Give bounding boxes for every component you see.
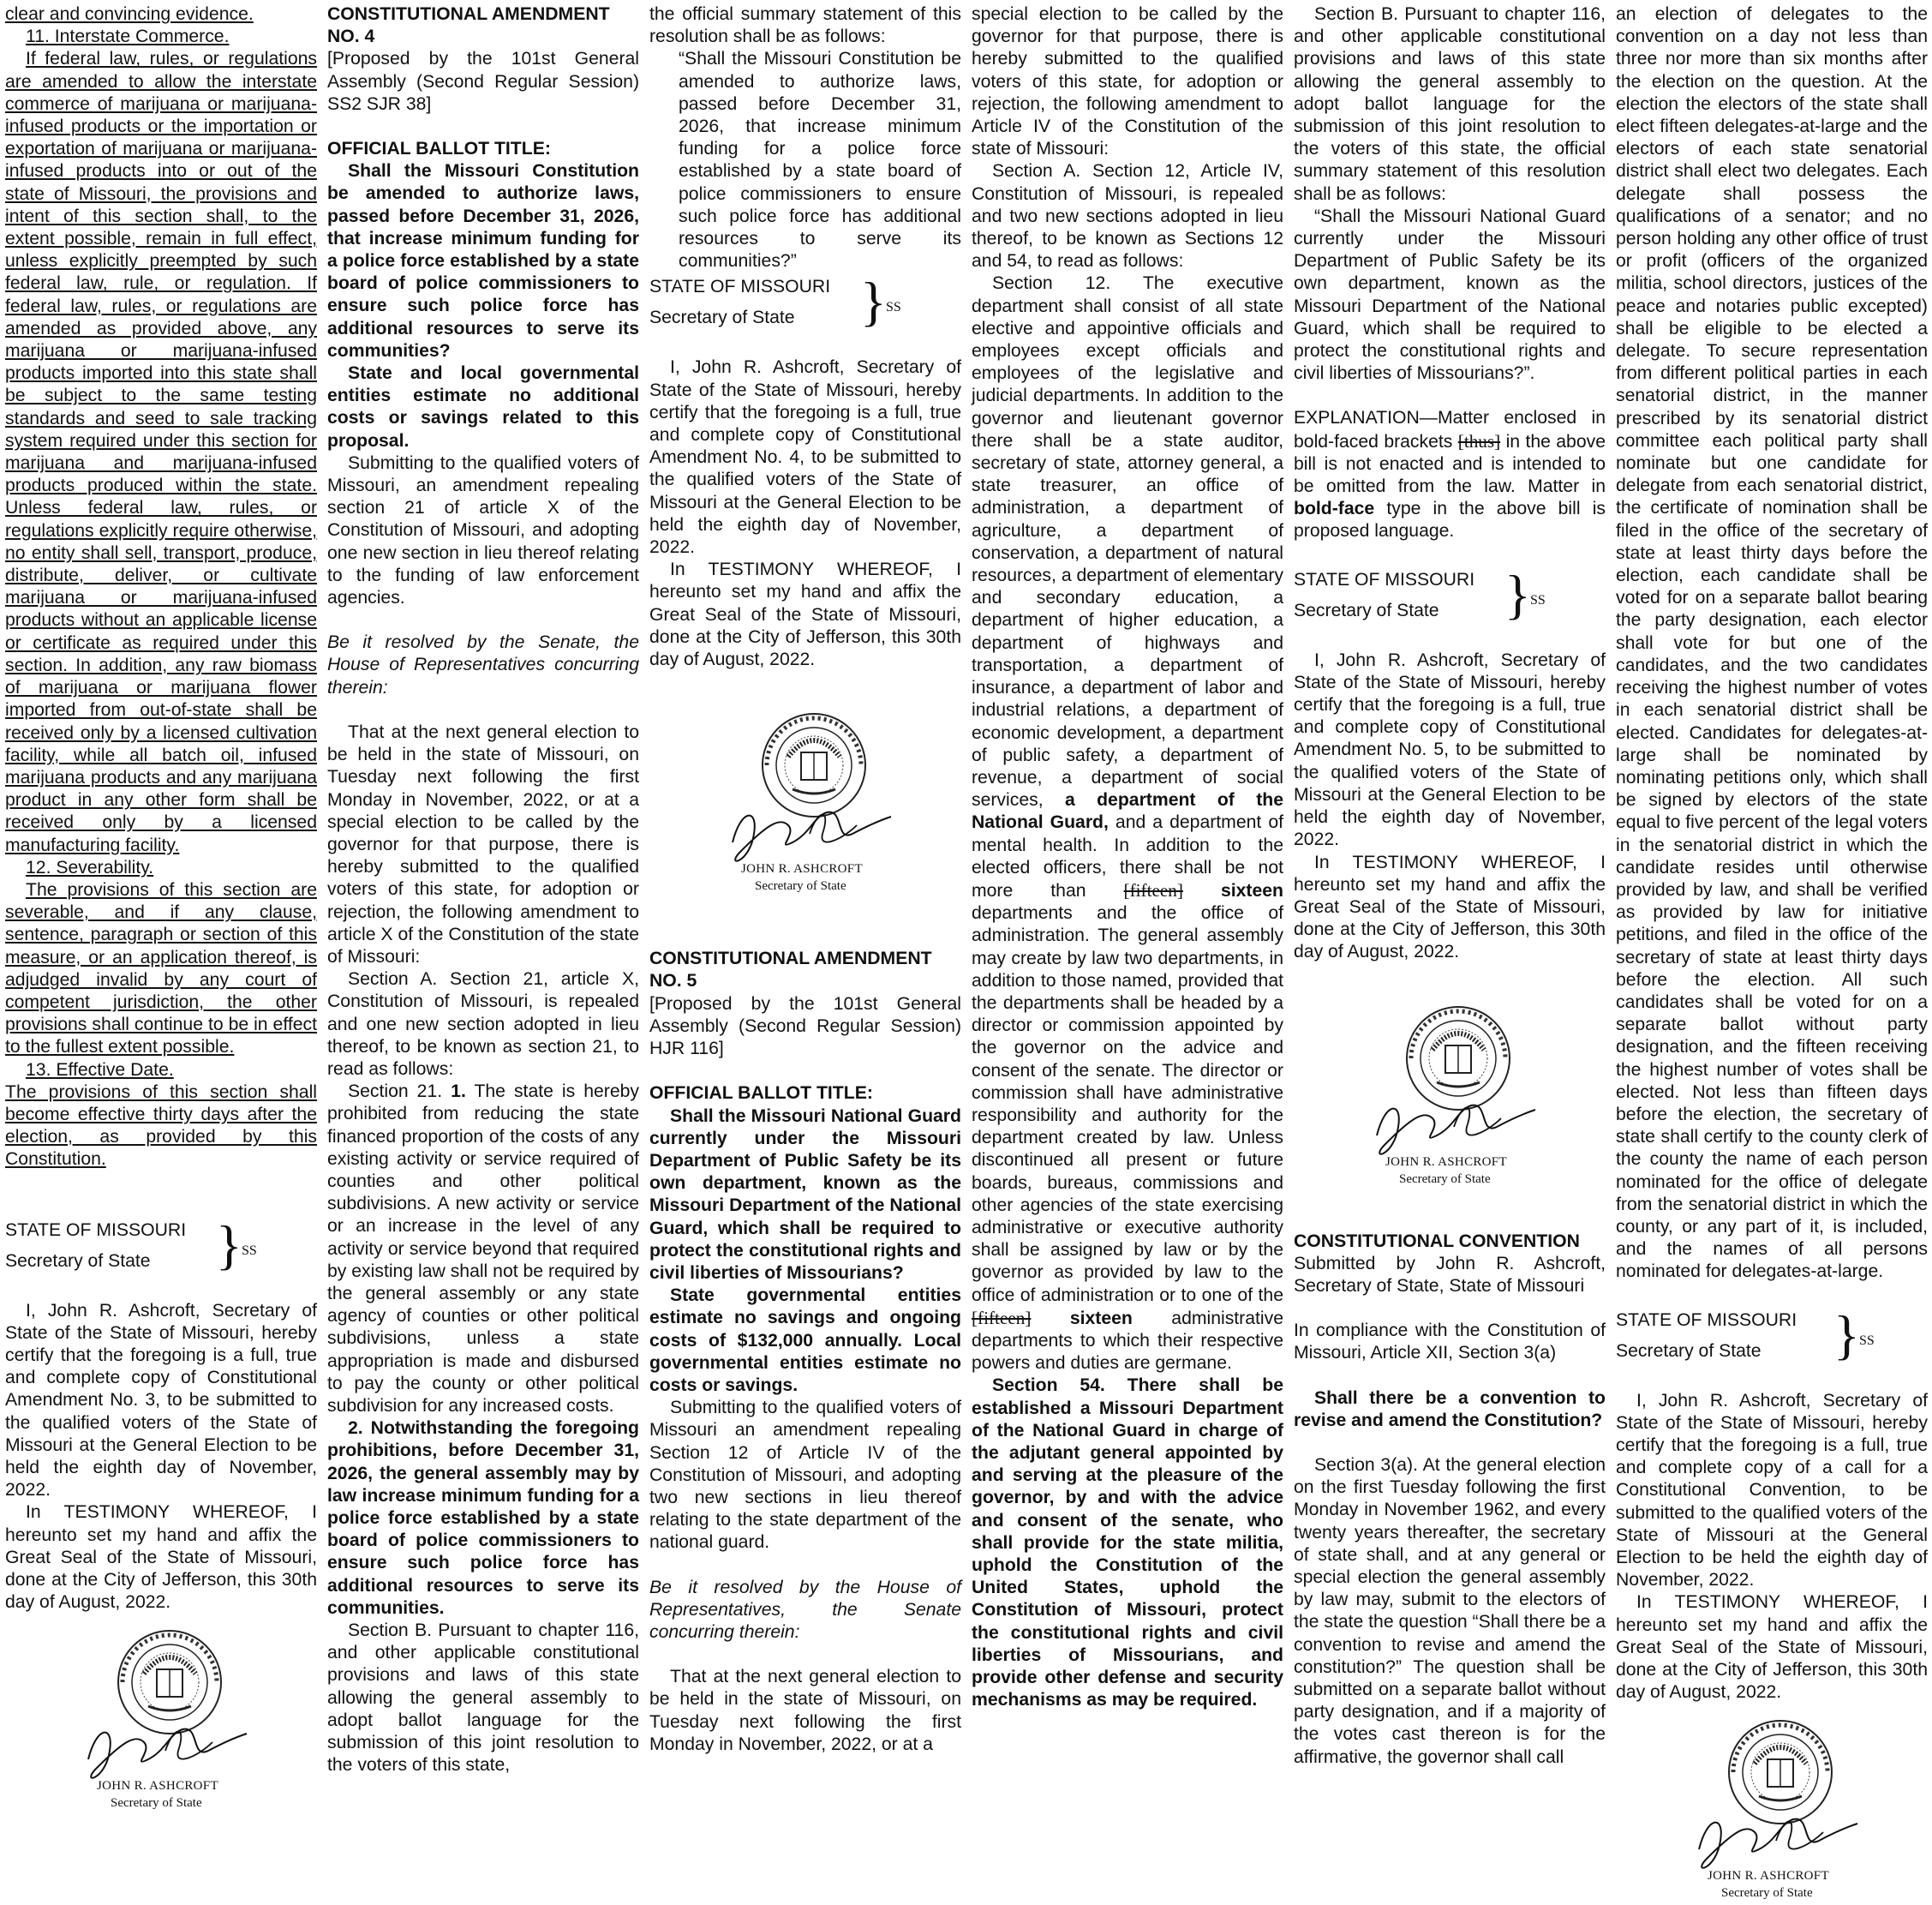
paragraph: the official summary statement of this resolution shall be as follows: xyxy=(649,4,961,47)
paragraph: special election to be called by the governor for that purpose, there is hereby submitted to the qualified voters of this state, for adoption or rejection, the following amendment to Article IV of the Constitution of the state of Missouri: xyxy=(972,4,1283,159)
submitting: Submitting to the qualified voters of Missouri an amendment repealing Section 12 of Article IV of the Constitution of Missouri, and adopting two new sections in lieu thereof relating to the state department of the national guard. xyxy=(649,1398,961,1553)
struck-text: [fifteen] xyxy=(972,1307,1032,1328)
signer-title: Secretary of State xyxy=(755,879,846,894)
state-block xyxy=(1616,1303,1928,1365)
state-block xyxy=(1294,563,1606,625)
paragraph: Section 3(a). At the general election on the first Tuesday following the first Monday in November 1962, and every twenty years thereafter, the secretary of state shall, and at any general or special election the general assembly by law may, submit to the electors of the state the question “Shall there be a convention to revise and amend the constitution?” The question shall be submitted on a separate ballot without party designation, and if a majority of the votes cast thereon is for the affirmative, the governor shall call xyxy=(1294,1454,1606,1767)
certification: I, John R. Ashcroft, Secretary of State of the State of Missouri, hereby certify that the foregoing is a full, true and complete copy of Constitutional Amendment No. 3, to be submitted to the qualified voters of the State of Missouri at the General Election to be held the eighth day of November, 2022. xyxy=(5,1300,317,1501)
ballot-title: Shall the Missouri National Guard currently under the Missouri Department of Public Safety be its own department, known as the Missouri Department of the National Guard, which shall be required to protect the constitutional rights and civil liberties of Missourians? xyxy=(649,1105,961,1283)
certification: I, John R. Ashcroft, Secretary of State of the State of Missouri, hereby certify that the foregoing is a full, true and complete copy of Constitutional Amendment No. 5, to be submitted to the qualified voters of the State of Missouri at the General Election to be held the eighth day of November, 2022. xyxy=(1294,650,1606,850)
fiscal-note: State governmental entities estimate no savings and ongoing costs of $132,000 annually. Local governmental entities estimate no costs or savings. xyxy=(649,1285,961,1395)
brace-icon: } xyxy=(860,271,887,332)
section-heading: 11. Interstate Commerce. xyxy=(26,27,230,47)
paragraph: Section A. Section 21, article X, Constitution of Missouri, is repealed and one new section adopted in lieu thereof, to be known as section 21, to read as follows: xyxy=(327,969,639,1079)
testimony: In TESTIMONY WHEREOF, I hereunto set my hand and affix the Great Seal of the State of Missouri, done at the City of Jefferson, this 30th day of August, 2022. xyxy=(5,1502,317,1613)
state-block xyxy=(649,271,961,332)
proposed-note: [Proposed by the 101st General Assembly (Second Regular Session) HJR 116] xyxy=(649,993,961,1059)
amendment-title: CONSTITUTIONAL AMENDMENT NO. 4 xyxy=(327,4,610,47)
paragraph: Section B. Pursuant to chapter 116, and other applicable constitutional provisions and laws of this state allowing the general assembly to adopt ballot language for the submission of this joint resolution to the voters of this state, the official summary statement of this resolution shall be as follows: xyxy=(1294,4,1606,204)
text: EXPLANATION—Matter enclosed in bold-faced brackets xyxy=(1294,408,1606,452)
text: Section 21. xyxy=(348,1081,443,1102)
ss-label: SS xyxy=(1859,1333,1875,1348)
text: a department of the National Guard, xyxy=(972,790,1283,833)
submitting: Submitting to the qualified voters of Missouri, an amendment repealing section 21 of article X of the Constitution of Missouri, and adopting one new section in lieu thereof relating to the funding of law enforcement agencies. xyxy=(327,452,639,608)
ballot-title-heading: OFFICIAL BALLOT TITLE: xyxy=(649,1083,873,1104)
state-label: STATE OF MISSOURI xyxy=(649,277,831,297)
convention-question: Shall there be a convention to revise and amend the Constitution? xyxy=(1294,1387,1606,1430)
signer-title: Secretary of State xyxy=(1721,1886,1813,1901)
resolved: Be it resolved by the Senate, the House of Representatives concurring therein: xyxy=(327,632,639,698)
paragraph: 2. Notwithstanding the foregoing prohibitions, before December 31, 2026, the general assembly may by law increase minimum funding for a police force established by a state board of police commissioners to ensure such police force has additional resources to serve its communities. xyxy=(327,1418,639,1618)
column-2 xyxy=(327,3,639,1882)
brace-icon: } xyxy=(216,1213,242,1275)
paragraph: Section B. Pursuant to chapter 116, and other applicable constitutional provisions and laws of this state allowing the general assembly to adopt ballot language for the submission of this joint resolution to the voters of this state, xyxy=(327,1620,639,1776)
paragraph xyxy=(972,273,1283,1375)
paragraph: Section 54. There shall be established a Missouri Department of the National Guard in charge of the adjutant general appointed by and serving at the pleasure of the governor, by and with the advice and consent of the senate, who shall provide for the state militia, uphold the Constitution of the United States, uphold the Constitution of Missouri, protect the constitutional rights and civil liberties of Missourians, and provide other defense and security mechanisms as may be required. xyxy=(972,1375,1283,1710)
testimony: In TESTIMONY WHEREOF, I hereunto set my hand and affix the Great Seal of the State of Missouri, done at the City of Jefferson, this 30th day of August, 2022. xyxy=(649,560,961,670)
submitted-by: Submitted by John R. Ashcroft, Secretary of State, State of Missouri xyxy=(1294,1253,1606,1296)
state-label: STATE OF MISSOURI xyxy=(1294,569,1475,590)
state-block xyxy=(5,1213,317,1275)
column-6 xyxy=(1616,3,1928,1901)
ballot-title: Shall the Missouri Constitution be amended to authorize laws, passed before December 31, 2026, that increase minimum funding for a police force established by a state board of police commissioners to ensure such police force has additional resources to serve its communities? xyxy=(327,161,639,361)
text: in the above bill is not enacted and is intended to be omitted from the law. Matter in xyxy=(1294,431,1606,497)
text: sixteen xyxy=(1220,880,1283,901)
paragraph: The provisions of this section shall become effective thirty days after the election, as provided by this Constitution. xyxy=(5,1081,317,1170)
certification: I, John R. Ashcroft, Secretary of State of the State of Missouri, hereby certify that the foregoing is a full, true and complete copy of a call for a Constitutional Convention, to be submitted to the qualified voters of the State of Missouri at the General Election to be held the eighth day of November, 2022. xyxy=(1616,1390,1928,1590)
state-label: STATE OF MISSOURI xyxy=(5,1219,187,1240)
ballot-title-heading: OFFICIAL BALLOT TITLE: xyxy=(327,139,551,159)
testimony: In TESTIMONY WHEREOF, I hereunto set my hand and affix the Great Seal of the State of Missouri, done at the City of Jefferson, this 30th day of August, 2022. xyxy=(1616,1592,1928,1703)
text: The state is hereby prohibited from reducing the state financed proportion of the costs of any existing activity or service required of counties and other political subdivisions. A new activity or service or an increase in the level of any activity or service beyond that required by existing law shall not be required by the general assembly or any state agency of counties or other political subdivisions, unless a state appropriation is made and disbursed to pay the county or other political subdivision for any increased costs. xyxy=(327,1081,639,1416)
sos-label: Secretary of State xyxy=(649,308,795,328)
summary-quote: “Shall the Missouri Constitution be amended to authorize laws, passed before December 31, 2026, that increase minimum funding for a police force established by a state board of police commissioners to ensure such police force has additional resources to serve its communities?” xyxy=(679,49,961,272)
ss-label: SS xyxy=(1530,592,1546,608)
signer-name: JOHN R. ASHCROFT xyxy=(1385,1154,1507,1169)
signer-name: JOHN R. ASHCROFT xyxy=(741,862,863,877)
text: and a department of mental health. In addition to the elected officers, there shall be not more than xyxy=(972,812,1283,901)
signer-title: Secretary of State xyxy=(1399,1171,1491,1186)
summary-quote: “Shall the Missouri National Guard currently under the Missouri Department of Public Safety be its own department, known as the Missouri Department of the National Guard, which shall be required to protect the constitutional rights and civil liberties of Missourians?”. xyxy=(1294,206,1606,384)
column-1 xyxy=(5,3,317,1882)
signer-name: JOHN R. ASHCROFT xyxy=(1708,1869,1829,1884)
text: 1. xyxy=(451,1081,466,1102)
certification: I, John R. Ashcroft, Secretary of State of the State of Missouri, hereby certify that the foregoing is a full, true and complete copy of Constitutional Amendment No. 4, to be submitted to the qualified voters of the State of Missouri at the General Election to be held the eighth day of November, 2022. xyxy=(649,357,961,558)
compliance: In compliance with the Constitution of Missouri, Article XII, Section 3(a) xyxy=(1294,1321,1606,1363)
ss-label: SS xyxy=(886,300,901,315)
sos-label: Secretary of State xyxy=(1294,600,1439,620)
text: sixteen xyxy=(1069,1308,1133,1328)
fiscal-note: State and local governmental entities estimate no additional costs or savings related to this proposal. xyxy=(327,363,639,451)
paragraph: The provisions of this section are severable, and if any clause, sentence, paragraph or section of this measure, or an application thereof, is adjudged invalid by any court of competent jurisdiction, the other provisions shall continue to be in effect to the fullest extent possible. xyxy=(5,879,317,1057)
struck-text: [fifteen] xyxy=(1123,879,1183,901)
column-4 xyxy=(972,3,1283,1882)
signer-title: Secretary of State xyxy=(111,1796,202,1811)
text: bold-face xyxy=(1294,499,1375,519)
paragraph: That at the next general election to be held in the state of Missouri, on Tuesday next following the first Monday in November, 2022, or at a special election to be called by the governor for that purpose, there is hereby submitted to the qualified voters of this state, for adoption or rejection, the following amendment to article X of the Constitution of the state of Missouri: xyxy=(327,722,639,967)
paragraph xyxy=(327,1081,639,1417)
column-5 xyxy=(1294,3,1606,1882)
brace-icon: } xyxy=(1504,563,1531,625)
seal-signature-block xyxy=(1351,998,1548,1191)
testimony: In TESTIMONY WHEREOF, I hereunto set my hand and affix the Great Seal of the State of Missouri, done at the City of Jefferson, this 30th day of August, 2022. xyxy=(1294,852,1606,962)
text: clear and convincing evidence. xyxy=(5,4,254,24)
state-label: STATE OF MISSOURI xyxy=(1616,1309,1797,1330)
seal-signature-block xyxy=(707,705,904,898)
convention-title: CONSTITUTIONAL CONVENTION xyxy=(1294,1231,1580,1251)
text: administrative departments to which their respective powers and duties are germane. xyxy=(972,1308,1283,1374)
text: type in the above bill is proposed language. xyxy=(1294,499,1606,542)
explanation xyxy=(1294,407,1606,542)
paragraph: If federal law, rules, or regulations are amended to allow the interstate commerce of marijuana or marijuana-infused products or the importation or exportation of marijuana or marijuana-infused products into or out of the state of Missouri, the provisions and intent of this section shall, to the extent possible, remain in full effect, unless explicitly preempted by such federal law, rule, or regulation. If federal law, rules, or regulations are amended as provided above, any marijuana or marijuana-infused products imported into this state shall be subject to the same testing standards and seed to sale tracking system required under this section for marijuana and marijuana-infused products produced within the state. Unless federal law, rules, or regulations explicitly require otherwise, no entity shall sell, transport, produce, distribute, deliver, or cultivate marijuana or marijuana-infused products without an applicable license or certificate as required under this section. In addition, any raw biomass of marijuana or marijuana flower imported from out-of-state shall be received only by a licensed cultivation facility, while all batch oil, infused marijuana products and any marijuana product in any other form shall be received only by a licensed manufacturing facility. xyxy=(5,49,317,855)
struck-text: [thus] xyxy=(1457,430,1501,452)
section-heading: 12. Severability. xyxy=(26,857,154,878)
sos-label: Secretary of State xyxy=(1616,1340,1762,1361)
signer-name: JOHN R. ASHCROFT xyxy=(97,1779,218,1794)
text: Section 12. The executive department shall consist of all state elective and appointive officials and employees except officials and employees of the legislative and judicial departments. In addition to the governor and lieutenant governor there shall be a state auditor, secretary of state, attorney general, a state treasurer, an office of administration, a department of agriculture, a department of conservation, a department of natural resources, a department of elementary and secondary education, a department of higher education, a department of highways and transportation, a department of insurance, a department of labor and industrial relations, a department of economic development, a department of public safety, a department of revenue, a department of social services, xyxy=(972,273,1283,811)
paragraph: an election of delegates to the convention on a day not less than three nor more than six months after the election on the question. At the election the electors of the state shall elect fifteen delegates-at-large and the electors of each state senatorial district shall elect two delegates. Each delegate shall possess the qualifications of a senator; and no person holding any other office of trust or profit (officers of the organized militia, school directors, justices of the peace and notaries public excepted) shall be eligible to be elected a delegate. To secure representation from different political parties in each senatorial district, in the manner prescribed by its senatorial district committee each political party shall nominate but one candidate for delegate from each senatorial district, the certificate of nomination shall be filed in the office of the secretary of state at least thirty days before the election, each candidate shall be voted for on a separate ballot bearing the party designation, each elector shall vote for but one of the candidates, and the two candidates receiving the highest number of votes in each senatorial district shall be elected. Candidates for delegates-at-large shall be nominated by nominating petitions only, which shall be signed by electors of the state equal to five percent of the legal voters in the senatorial district in which the candidate resides until otherwise provided by law, and shall be verified as provided by law for initiative petitions, and filed in the office of the secretary of state at least thirty days before the election. All such candidates shall be voted for on a separate ballot without party designation, and the fifteen receiving the highest number of votes shall be elected. Not less than fifteen days before the election, the secretary of state shall certify to the county clerk of the county the name of each person nominated for the office of delegate from the senatorial district in which the county, or any part of it, is included, and the names of all persons nominated for delegates-at-large. xyxy=(1616,4,1928,1282)
amendment-title: CONSTITUTIONAL AMENDMENT NO. 5 xyxy=(649,949,932,991)
section-heading: 13. Effective Date. xyxy=(26,1059,174,1080)
sos-label: Secretary of State xyxy=(5,1250,151,1271)
newspaper-page xyxy=(5,3,1928,1901)
brace-icon: } xyxy=(1833,1303,1860,1365)
column-3 xyxy=(649,3,961,1882)
paragraph: Section A. Section 12, Article IV, Constitution of Missouri, is repealed and two new sections adopted in lieu thereof, to be known as Sections 12 and 54, to read as follows: xyxy=(972,161,1283,272)
proposed-note: [Proposed by the 101st General Assembly (Second Regular Session) SS2 SJR 38] xyxy=(327,49,639,114)
resolved: Be it resolved by the House of Representatives, the Senate concurring therein: xyxy=(649,1577,961,1642)
seal-signature-block xyxy=(63,1622,260,1815)
text: departments and the office of administration. The general assembly may create by law two departments, in addition to those named, provided that the departments shall be headed by a director or commission appointed by the governor on the advice and consent of the senate. The director or commission shall have administrative responsibility and authority for the department created by law. Unless discontinued all present or future boards, bureaus, commissions and other agencies of the state exercising administrative or executive authority shall be assigned by law or by the governor as provided by law to the office of administration or to one of the xyxy=(972,903,1283,1305)
seal-signature-block xyxy=(1673,1712,1870,1905)
paragraph: That at the next general election to be held in the state of Missouri, on Tuesday next following the first Monday in November, 2022, or at a xyxy=(649,1667,961,1754)
ss-label: SS xyxy=(242,1243,257,1258)
